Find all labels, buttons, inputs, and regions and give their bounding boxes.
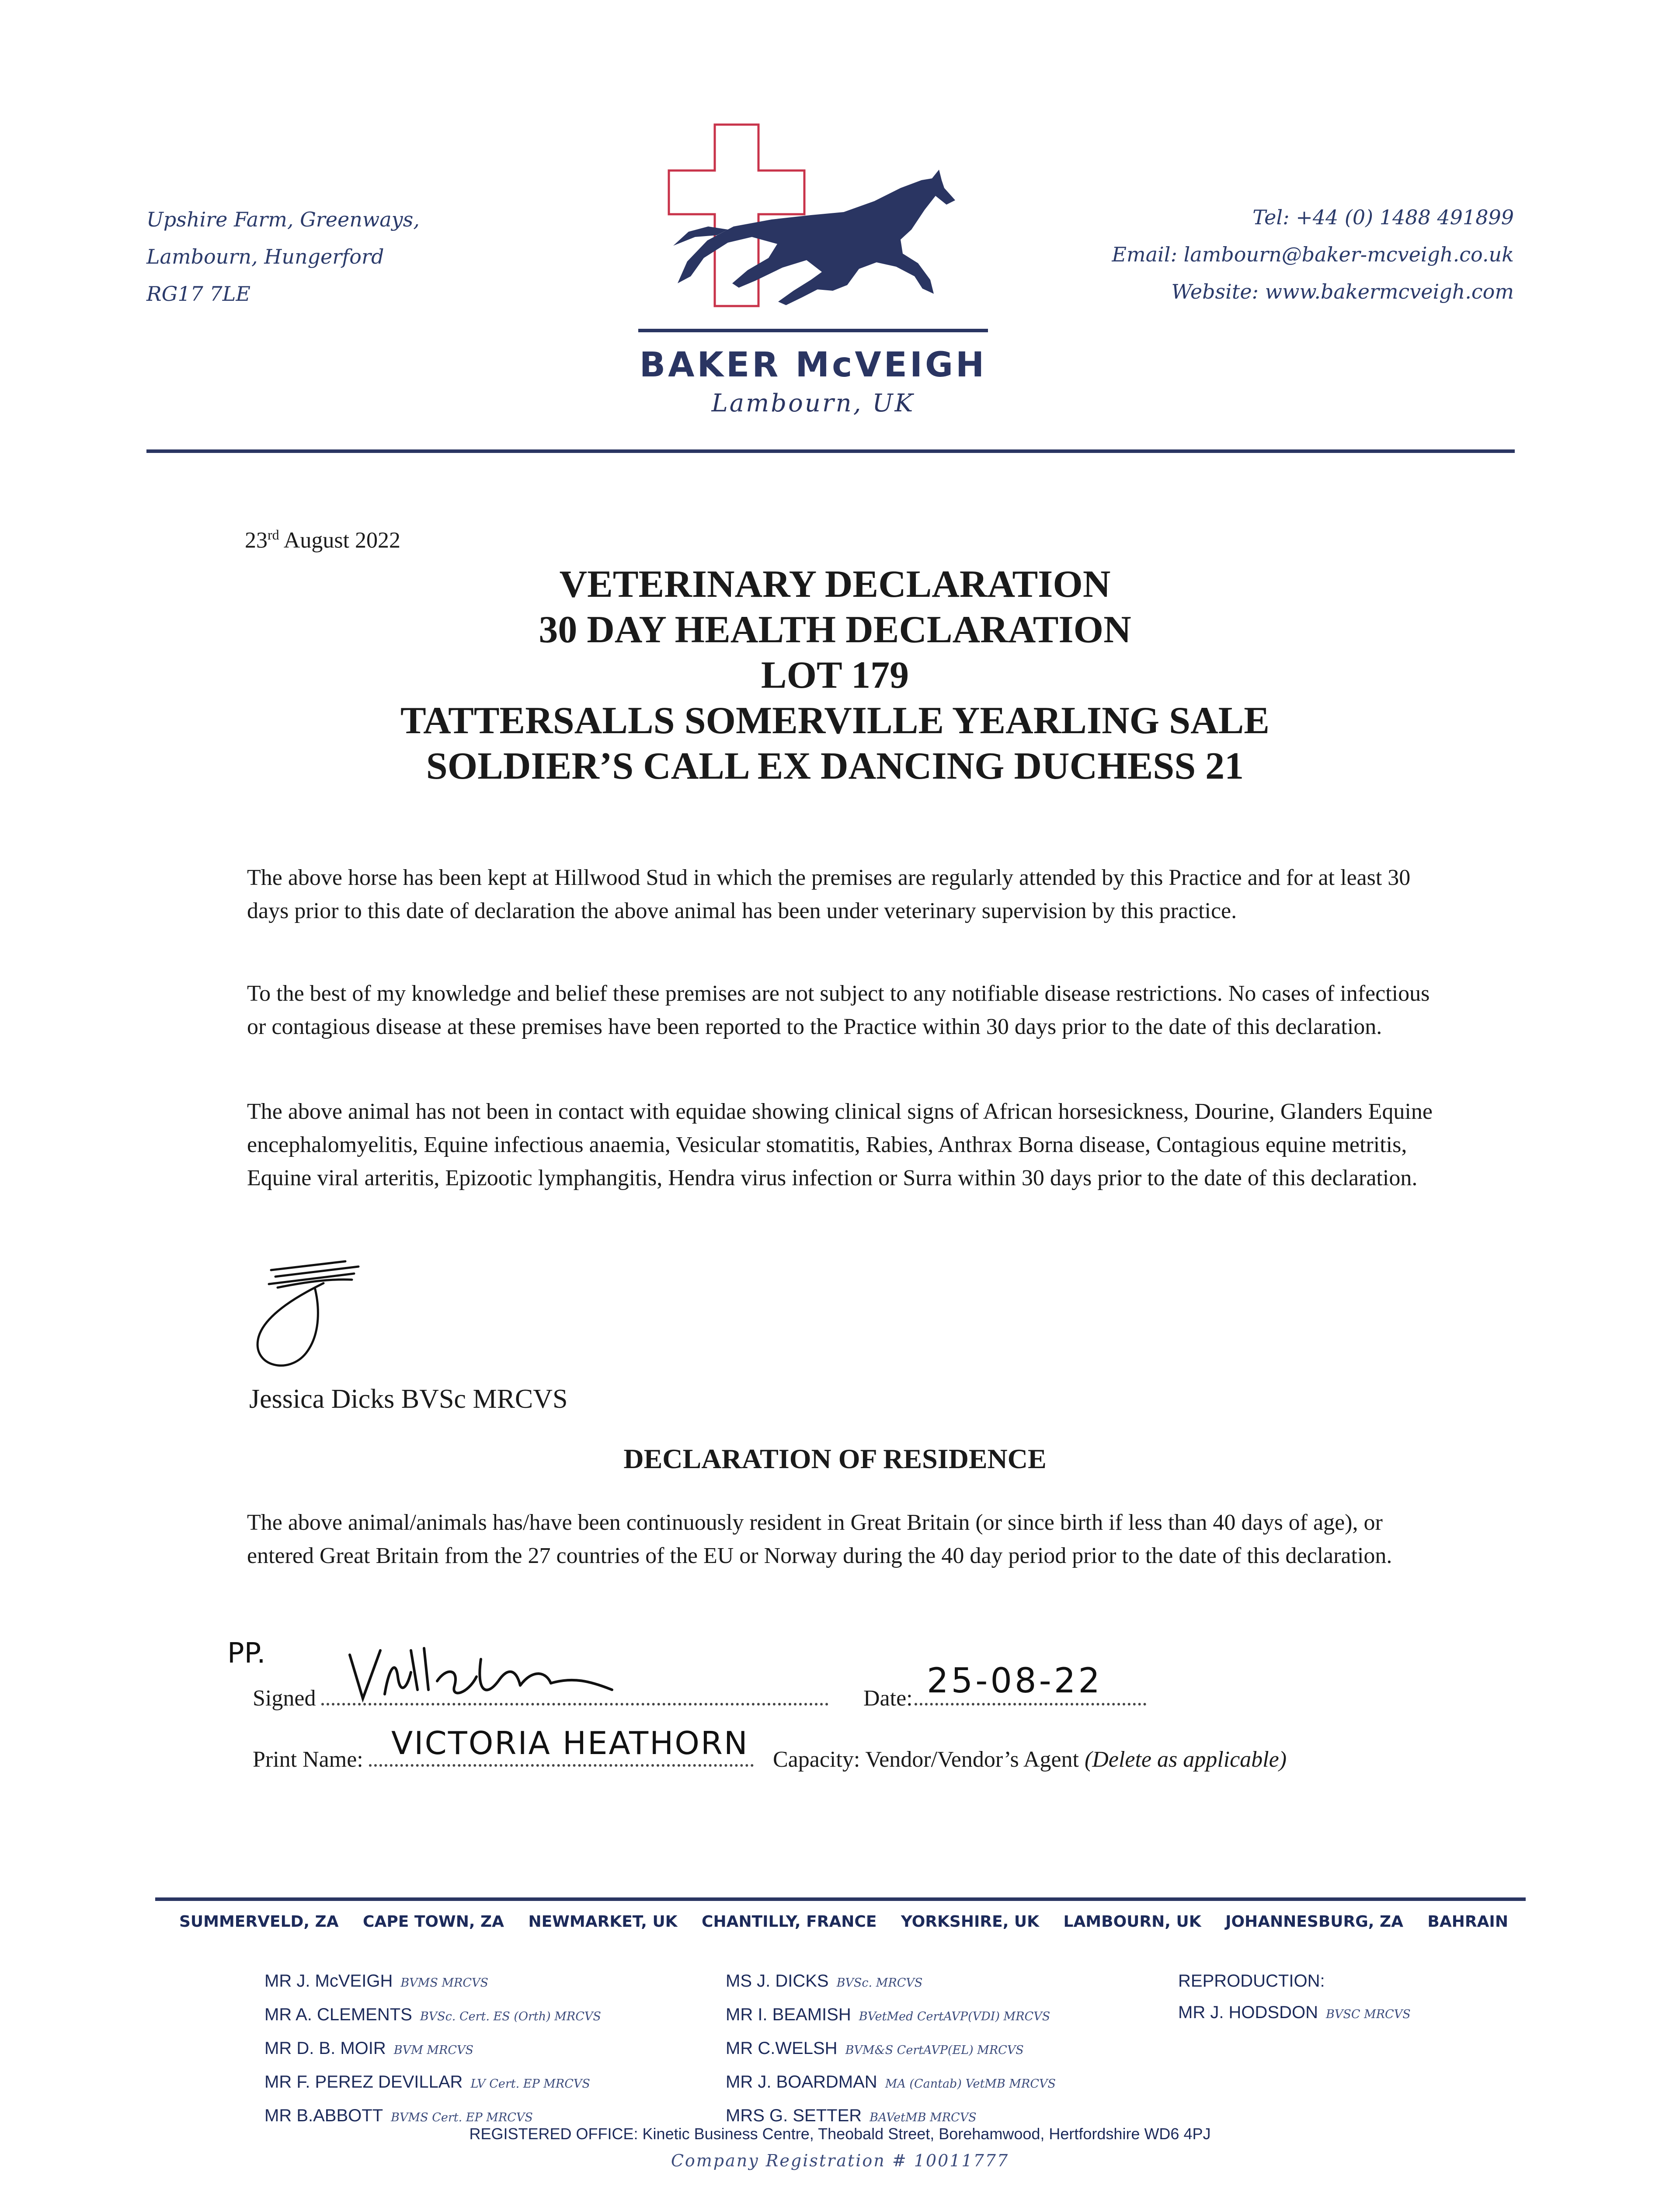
vendor-signature: [345, 1642, 625, 1707]
staff-member: [726, 2066, 1056, 2100]
title-line: VETERINARY DECLARATION: [559, 563, 1111, 606]
staff-column-2: [726, 1965, 1056, 2134]
company-registration: Company Registration # 10011777: [671, 2151, 1009, 2170]
staff-quals: BVM&S CertAVP(EL) MRCVS: [845, 2043, 1024, 2057]
paragraph-contact: The above animal has not been in contact with equidae showing clinical signs of African horsesickness, Dourine, Glanders Equine encephalomyelitis, Equine infectious anaemia, Vesicular stomatitis, Rabies, Anthrax Borna disease, Contagious equine metritis, Equine viral arteritis, Epizootic lymphangitis, Hendra virus infection or Surra within 30 days prior to the date of this declaration.: [247, 1099, 1433, 1190]
office-locations: [179, 1913, 1508, 1931]
pp-mark: PP.: [227, 1637, 266, 1670]
contact-website: Website: www.bakermcveigh.com: [1171, 280, 1514, 303]
residence-title: DECLARATION OF RESIDENCE: [623, 1443, 1047, 1474]
staff-name: MR A. CLEMENTS: [264, 2005, 412, 2024]
paragraph-restrictions: To the best of my knowledge and belief these premises are not subject to any notifiable disease restrictions. No cases of infectious or contagious disease at these premises have been reported to the Practice within 30 days prior to the date of this declaration.: [247, 981, 1430, 1039]
residence-text: The above animal/animals has/have been continuously resident in Great Britain (or since birth if less than 40 days of age), or entered Great Britain from the 27 countries of the EU or Norway during the 40 day period prior to the date of this declaration.: [247, 1510, 1392, 1568]
staff-member: [264, 2033, 601, 2066]
staff-name: MR D. B. MOIR: [264, 2039, 386, 2058]
staff-quals: BVMS Cert. EP MRCVS: [391, 2111, 533, 2124]
date-label: Date:: [863, 1686, 913, 1711]
horse-cross-logo-icon: [638, 122, 988, 341]
vet-signature: [245, 1244, 437, 1375]
staff-quals: BVSc. Cert. ES (Orth) MRCVS: [420, 2010, 601, 2023]
print-name-label: Print Name:: [253, 1747, 363, 1772]
document-date: [245, 527, 400, 553]
staff-name: MR C.WELSH: [726, 2039, 838, 2058]
date-handwritten: 25-08-22: [927, 1661, 1103, 1701]
address-line: Lambourn, Hungerford: [146, 245, 384, 268]
contact-phone: Tel: +44 (0) 1488 491899: [1252, 205, 1514, 229]
staff-member: [264, 1999, 601, 2033]
address-line: RG17 7LE: [146, 282, 250, 306]
staff-quals: BVSC MRCVS: [1326, 2008, 1411, 2021]
staff-quals: BVetMed CertAVP(VDI) MRCVS: [859, 2010, 1050, 2023]
location: CAPE TOWN, ZA: [363, 1913, 504, 1931]
staff-quals: LV Cert. EP MRCVS: [470, 2077, 590, 2091]
staff-name: MS J. DICKS: [726, 1971, 829, 1991]
practice-address: [146, 201, 420, 313]
staff-member: [264, 2066, 601, 2100]
title-line: LOT 179: [761, 654, 909, 696]
staff-name: MR B.ABBOTT: [264, 2106, 383, 2125]
location: SUMMERVELD, ZA: [179, 1913, 339, 1931]
staff-quals: BVSc. MRCVS: [836, 1976, 923, 1990]
staff-name: MR J. BOARDMAN: [726, 2072, 877, 2092]
title-line: TATTERSALLS SOMERVILLE YEARLING SALE: [400, 700, 1270, 742]
location: NEWMARKET, UK: [528, 1913, 678, 1931]
date-day: 23: [245, 528, 268, 553]
staff-name: MR J. McVEIGH: [264, 1971, 393, 1991]
location: CHANTILLY, FRANCE: [702, 1913, 877, 1931]
staff-member: [726, 1999, 1056, 2033]
staff-member: [726, 1965, 1056, 1999]
capacity-field: [773, 1747, 1287, 1772]
staff-member: [1178, 1997, 1411, 2030]
capacity-label: Capacity: Vendor/Vendor’s Agent: [773, 1747, 1079, 1772]
address-line: Upshire Farm, Greenways,: [146, 208, 420, 231]
brand-location: Lambourn, UK: [711, 389, 915, 418]
print-name-handwritten: VICTORIA HEATHORN: [391, 1725, 749, 1761]
title-line: SOLDIER’S CALL EX DANCING DUCHESS 21: [426, 745, 1244, 787]
footer-divider: [155, 1897, 1526, 1901]
location: YORKSHIRE, UK: [901, 1913, 1040, 1931]
staff-quals: MA (Cantab) VetMB MRCVS: [885, 2077, 1056, 2091]
staff-member: [726, 2033, 1056, 2066]
staff-name: MR J. HODSDON: [1178, 2003, 1318, 2022]
declaration-titles: [245, 562, 1425, 789]
brand-name: BAKER McVEIGH: [639, 345, 987, 385]
staff-name: MR I. BEAMISH: [726, 2005, 851, 2024]
staff-name: MRS G. SETTER: [726, 2106, 862, 2125]
staff-quals: BVM MRCVS: [393, 2043, 473, 2057]
location: LAMBOURN, UK: [1063, 1913, 1201, 1931]
registered-office: REGISTERED OFFICE: Kinetic Business Centre, Theobald Street, Borehamwood, Hertfordshire WD6 4PJ: [469, 2125, 1211, 2143]
practice-contact: [1112, 199, 1514, 310]
capacity-note: (Delete as applicable): [1084, 1747, 1287, 1772]
staff-column-1: [264, 1965, 601, 2134]
paragraph-supervision: The above horse has been kept at Hillwood Stud in which the premises are regularly attended by this Practice and for at least 30 days prior to this date of declaration the above animal has been under veterinary supervision by this practice.: [247, 865, 1411, 923]
staff-quals: BAVetMB MRCVS: [870, 2111, 977, 2124]
signed-label: Signed: [253, 1686, 316, 1711]
header-divider: [146, 449, 1515, 453]
staff-column-3: [1178, 1965, 1411, 2030]
date-month-year: August 2022: [279, 528, 401, 553]
staff-name: MR F. PEREZ DEVILLAR: [264, 2072, 463, 2092]
location: JOHANNESBURG, ZA: [1225, 1913, 1403, 1931]
location: BAHRAIN: [1427, 1913, 1508, 1931]
vet-name: Jessica Dicks BVSc MRCVS: [249, 1384, 568, 1414]
date-suffix: rd: [268, 527, 279, 543]
staff-quals: BVMS MRCVS: [400, 1976, 489, 1990]
reproduction-label: REPRODUCTION:: [1178, 1971, 1325, 1991]
title-line: 30 DAY HEALTH DECLARATION: [539, 609, 1131, 651]
contact-email: Email: lambourn@baker-mcveigh.co.uk: [1112, 243, 1514, 266]
staff-member: [264, 1965, 601, 1999]
